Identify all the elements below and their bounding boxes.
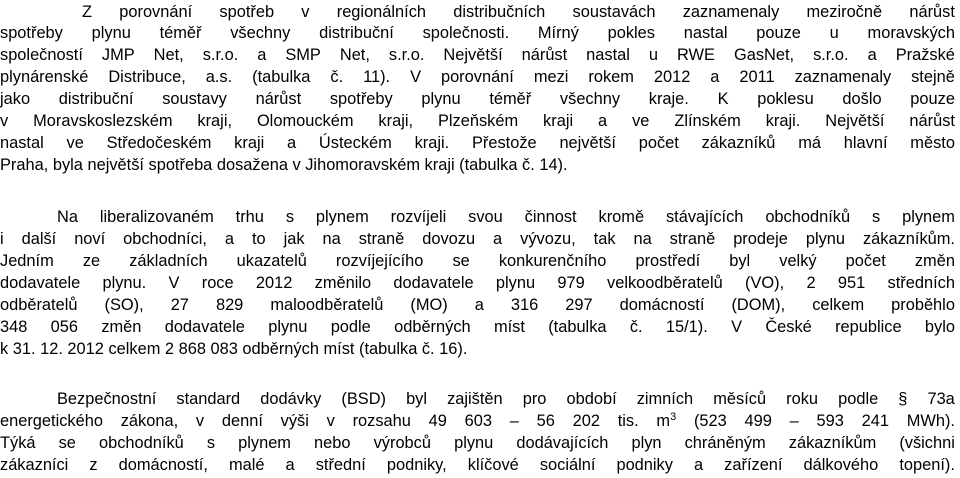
word: (tabulka: [252, 68, 311, 86]
word: konkurenčního: [498, 252, 607, 270]
word: distribuční: [58, 90, 134, 108]
word: změn: [914, 252, 955, 270]
word: 73a: [927, 390, 955, 408]
word: změnilo: [314, 274, 372, 292]
word: dovozu: [422, 230, 476, 248]
word: Ústeckém: [318, 134, 392, 152]
word: stejně: [911, 68, 955, 86]
text-line: [0, 133, 955, 153]
word: straně: [358, 230, 405, 248]
word: Net,: [153, 46, 184, 64]
word: Jedním: [0, 252, 54, 270]
word: s: [206, 434, 216, 452]
word: výrobců: [373, 434, 431, 452]
word: a: [867, 46, 877, 64]
word: na: [322, 230, 341, 248]
text-line: [57, 389, 955, 409]
word: V: [731, 318, 743, 336]
word: republice: [835, 318, 902, 336]
word: Olomouckém: [256, 112, 354, 130]
word: nárůst: [521, 46, 568, 64]
word: a: [224, 230, 235, 248]
word: JMP: [101, 46, 135, 64]
word: největší: [559, 134, 616, 152]
word: roku: [786, 390, 819, 408]
word: poklesu: [757, 90, 814, 108]
word: plynu: [495, 274, 536, 292]
word: to: [252, 230, 266, 248]
word: pouze: [910, 90, 955, 108]
word: s: [285, 208, 295, 226]
word: Na: [57, 208, 78, 226]
word: a: [694, 456, 704, 474]
word: město: [910, 134, 955, 152]
word: proběhlo: [891, 296, 955, 314]
word: Moravskoslezském: [33, 112, 173, 130]
word: kraje.: [648, 90, 689, 108]
word: Distribuce,: [108, 68, 186, 86]
word: podniky,: [386, 456, 447, 474]
word: Týká: [0, 434, 36, 452]
word: regionálních: [336, 3, 427, 21]
word: nárůst: [909, 3, 955, 21]
word: 11).: [363, 68, 391, 86]
word: (DOM),: [731, 296, 786, 314]
word: počet: [845, 252, 886, 270]
word: liberalizovaném: [99, 208, 214, 226]
word: činnost: [524, 208, 577, 226]
word: středních: [887, 274, 955, 292]
word: míst: [493, 318, 525, 336]
word: §: [898, 390, 908, 408]
text-line: [0, 273, 955, 293]
word: plynu: [805, 230, 846, 248]
word: plynu: [454, 434, 494, 452]
text-line: [0, 89, 955, 109]
word: Největší: [825, 112, 885, 130]
word: prostředí: [635, 252, 701, 270]
word: chráněným: [684, 434, 766, 452]
word: zimních: [636, 390, 694, 408]
word: malé: [228, 456, 265, 474]
word: spotřeb: [219, 3, 275, 21]
word: plynem: [315, 208, 369, 226]
word: V: [410, 68, 421, 86]
superscript: $^3$ (523 499 – 593 241 MWh).: [670, 411, 955, 430]
word: Z: [82, 3, 93, 21]
word: pro: [522, 390, 547, 408]
word: K: [717, 90, 729, 108]
word: téměř: [489, 90, 532, 108]
word: zaznamenaly: [682, 3, 780, 21]
word: 297: [565, 296, 593, 314]
text-segment: energetického zákona, v denní výši v rozsahu 49 603 – 56 202 tis. m: [0, 412, 671, 430]
text-line: [0, 229, 955, 249]
word: (tabulka: [548, 318, 607, 336]
word: a: [598, 112, 608, 130]
word: další: [21, 230, 57, 248]
word: podle: [838, 390, 879, 408]
word: byl: [729, 252, 751, 270]
text-line: Praha, byla největší spotřeba dosažena v Jihomoravském kraji (tabulka č. 14).: [0, 156, 568, 174]
word: u: [829, 24, 839, 42]
word: s: [871, 208, 881, 226]
word: zajištěn: [447, 390, 503, 408]
word: č.: [330, 68, 344, 86]
word: (všichni: [899, 434, 955, 452]
word: má: [798, 134, 821, 152]
word: a: [710, 68, 720, 86]
word: dodavatele: [164, 318, 245, 336]
word: a: [287, 134, 297, 152]
word: kraji: [543, 112, 574, 130]
word: plynárenské: [0, 68, 89, 86]
word: 979: [557, 274, 585, 292]
word: svou: [468, 208, 503, 226]
word: distribuční: [319, 24, 394, 42]
word: dodávky: [260, 390, 322, 408]
word: plyn: [631, 434, 662, 452]
word: ve: [632, 112, 650, 130]
word: straně: [669, 230, 716, 248]
word: domácností: [619, 296, 705, 314]
word: moravských: [867, 24, 955, 42]
word: porovnání: [440, 68, 514, 86]
word: GasNet,: [733, 46, 795, 64]
word: a: [257, 46, 267, 64]
word: a.s.: [205, 68, 233, 86]
word: podle: [330, 318, 371, 336]
word: a: [474, 296, 484, 314]
text-line: [82, 2, 955, 22]
word: ze: [82, 252, 101, 270]
word: RWE: [677, 46, 715, 64]
word: domácností,: [118, 456, 208, 474]
word: Net,: [339, 46, 370, 64]
word: (MO): [410, 296, 448, 314]
word: střední: [315, 456, 366, 474]
word: dodavatele: [0, 274, 81, 292]
word: nárůst: [909, 112, 955, 130]
word: všechny: [559, 90, 621, 108]
word: 829: [215, 296, 244, 314]
word: roce: [201, 274, 234, 292]
word: 27: [170, 296, 189, 314]
word: (VO),: [745, 274, 785, 292]
word: Mírný: [537, 24, 579, 42]
word: s.r.o.: [202, 46, 239, 64]
word: 951: [837, 274, 866, 292]
word: prodeje: [733, 230, 788, 248]
word: byl: [406, 390, 428, 408]
word: na: [633, 230, 652, 248]
text-line: [0, 433, 955, 453]
word: jak: [283, 230, 305, 248]
text-line: [0, 67, 955, 87]
word: změn: [101, 318, 142, 336]
word: z: [89, 456, 98, 474]
word: distribučních: [453, 3, 546, 21]
word: obchodníků: [99, 434, 184, 452]
word: Zlínském: [674, 112, 741, 130]
word: rokem: [588, 68, 634, 86]
word: 348: [0, 318, 28, 336]
text-line: [57, 207, 955, 227]
word: tak: [593, 230, 616, 248]
word: maloodběratelů: [270, 296, 384, 314]
word: odběrných: [394, 318, 471, 336]
word: pokles: [607, 24, 655, 42]
text-line: [0, 111, 955, 131]
word: nebo: [314, 434, 351, 452]
word: měsíců: [713, 390, 767, 408]
word: 2012: [255, 274, 293, 292]
word: plynu: [91, 24, 131, 42]
word: plynu: [268, 318, 308, 336]
word: Plzeňském: [437, 112, 519, 130]
word: došlo: [842, 90, 882, 108]
word: nastal: [0, 134, 44, 152]
word: dálkového: [803, 456, 879, 474]
word: pouze: [756, 24, 801, 42]
word: obchodníků: [765, 208, 851, 226]
word: Přestože: [471, 134, 537, 152]
word: spotřeby: [329, 90, 393, 108]
word: bylo: [924, 318, 955, 336]
text-line: [0, 455, 955, 475]
word: nárůst: [255, 90, 302, 108]
word: porovnání: [119, 3, 193, 21]
word: počet: [638, 134, 679, 152]
word: Pražské: [895, 46, 955, 64]
word: hlavní: [843, 134, 888, 152]
word: a: [285, 456, 295, 474]
word: plynem: [902, 208, 955, 226]
word: se: [58, 434, 76, 452]
text-line-with-superscript: [0, 411, 955, 431]
word: vývozu,: [520, 230, 576, 248]
word: (BSD): [341, 390, 386, 408]
word: kraji.: [765, 112, 801, 130]
word: kromě: [598, 208, 645, 226]
word: základních: [129, 252, 208, 270]
word: 056: [50, 318, 79, 336]
word: kraji: [234, 134, 265, 152]
word: velkoodběratelů: [607, 274, 723, 292]
word: kraji,: [197, 112, 233, 130]
word: nastal: [586, 46, 630, 64]
word: i: [0, 230, 4, 248]
word: sociální: [539, 456, 596, 474]
word: a: [493, 230, 503, 248]
word: dodavatele: [393, 274, 474, 292]
word: s.r.o.: [813, 46, 849, 64]
word: ukazatelů: [236, 252, 307, 270]
word: společnosti.: [422, 24, 510, 42]
word: SMP: [285, 46, 321, 64]
word: 2: [806, 274, 816, 292]
word: (SO),: [104, 296, 144, 314]
word: ve: [66, 134, 84, 152]
word: plynem: [238, 434, 291, 452]
word: u: [648, 46, 659, 64]
word: celkem: [812, 296, 865, 314]
word: 15/1).: [665, 318, 708, 336]
word: topení).: [899, 456, 955, 474]
word: zákazníků: [701, 134, 776, 152]
word: plynu.: [102, 274, 147, 292]
word: období: [566, 390, 617, 408]
word: Bezpečnostní: [57, 390, 157, 408]
word: zákazníkům.: [862, 230, 955, 248]
word: České: [765, 318, 812, 336]
word: soustavy: [162, 90, 227, 108]
word: trhu: [235, 208, 264, 226]
word: v: [0, 112, 9, 130]
word: zaznamenaly: [794, 68, 892, 86]
word: kraji,: [378, 112, 414, 130]
word: meziročně: [806, 3, 883, 21]
word: soustavách: [572, 3, 656, 21]
word: odběratelů: [0, 296, 78, 314]
word: 2011: [739, 68, 775, 86]
word: plynu: [421, 90, 461, 108]
word: jako: [0, 90, 31, 108]
word: zákazníkům: [788, 434, 877, 452]
word: zařízení: [724, 456, 783, 474]
text-line: [0, 251, 955, 271]
word: s.r.o.: [388, 46, 425, 64]
word: mezi: [533, 68, 569, 86]
text-line: [0, 45, 955, 65]
word: noví: [74, 230, 106, 248]
word: podniky: [616, 456, 673, 474]
word: rozvíjejícího: [335, 252, 424, 270]
text-line: [0, 317, 955, 337]
word: klíčové: [467, 456, 519, 474]
word: standard: [176, 390, 241, 408]
word: obchodníci,: [123, 230, 207, 248]
word: téměř: [159, 24, 202, 42]
word: nastal: [683, 24, 728, 42]
word: V: [168, 274, 180, 292]
word: Středočeském: [106, 134, 212, 152]
word: 316: [510, 296, 539, 314]
word: č.: [629, 318, 643, 336]
word: rozvíjeli: [390, 208, 447, 226]
word: se: [452, 252, 470, 270]
word: společností: [0, 46, 83, 64]
word: spotřeby: [0, 24, 63, 42]
word: zákazníci: [0, 456, 69, 474]
word: velký: [779, 252, 817, 270]
word: v: [301, 3, 310, 21]
text-line: k 31. 12. 2012 celkem 2 868 083 odběrných míst (tabulka č. 16).: [0, 340, 468, 358]
word: všechny: [230, 24, 291, 42]
word: 2012: [653, 68, 691, 86]
text-line: [0, 23, 955, 43]
word: kraji.: [414, 134, 450, 152]
word: dodávajících: [516, 434, 609, 452]
word: stávajících: [665, 208, 744, 226]
text-line: [0, 295, 955, 315]
word: Největší: [443, 46, 503, 64]
